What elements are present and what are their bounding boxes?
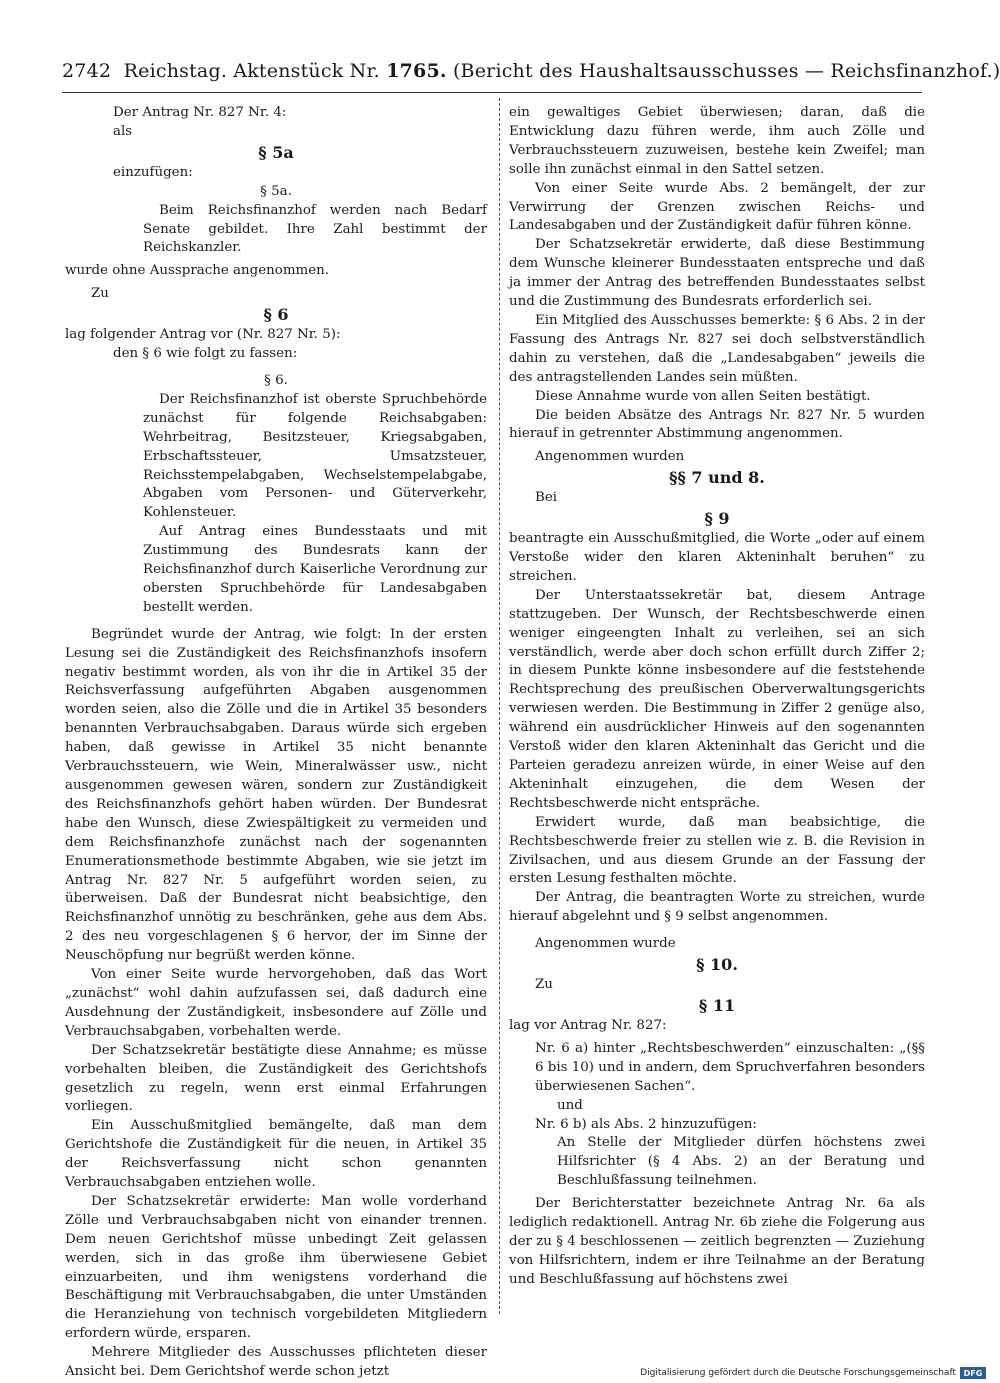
paragraph: Ein Mitglied des Ausschusses bemerkte: § 6 Abs. 2 in der Fassung des Antrags Nr. 827 sei doch selbstverständlich dahin zu verstehen, daß die „Landesabgaben“ jeweils die des antragstellenden Landes sein müßten. xyxy=(509,312,925,385)
paragraph: Zu xyxy=(91,286,109,302)
section-heading: § 5a xyxy=(258,142,294,162)
paragraph: Der Schatzsekretär erwiderte, daß diese Bestimmung dem Wunsche kleinerer Bundesstaaten entspreche und daß ja immer der Antrag des betreffenden Bundesstaates selbst und die Zustimmung des Bundesrats erforderlich sei. xyxy=(509,237,925,310)
page-number: 2742 xyxy=(62,60,112,82)
paragraph: den § 6 wie folgt zu fassen: xyxy=(113,346,298,362)
section-heading: § 9 xyxy=(704,509,730,529)
paragraph: Der Antrag, die beantragten Worte zu streichen, wurde hierauf abgelehnt und § 9 selbst angenommen. xyxy=(509,890,925,925)
section-heading: § 10. xyxy=(696,955,738,975)
paragraph: als xyxy=(113,123,133,139)
digitization-footer xyxy=(640,1366,986,1380)
paragraph: Der Antrag Nr. 827 Nr. 4: xyxy=(113,105,287,120)
paragraph: Der Schatzsekretär bestätigte diese Annahme; es müsse vorbehalten bleiben, die Zuständigkeit des Gerichtshofs gesetzlich zu regeln, wenn erst einmal Erfahrungen vorliegen. xyxy=(65,1042,487,1115)
section-label: § 5a. xyxy=(260,183,292,199)
paragraph: Zu xyxy=(535,977,553,993)
paragraph: Ein Ausschußmitglied bemängelte, daß man dem Gerichtshofe die Zuständigkeit für die neuen, in Artikel 35 der Reichsverfassung nicht schon genannten Verbrauchsabgaben entziehen wolle. xyxy=(65,1118,487,1191)
section-heading: § 11 xyxy=(698,995,736,1015)
section-label: § 6. xyxy=(264,372,288,388)
paragraph: Die beiden Absätze des Antrags Nr. 827 Nr. 5 wurden hierauf in getrennter Abstimmung angenommen. xyxy=(509,407,925,442)
paragraph: Bei xyxy=(535,490,558,506)
header-title: Reichstag. Aktenstück Nr. xyxy=(123,60,380,82)
paragraph: lag vor Antrag Nr. 827: xyxy=(509,1017,667,1033)
left-column xyxy=(65,104,487,1382)
paragraph: Beim Reichsfinanzhof werden nach Bedarf Senate gebildet. Ihre Zahl bestimmt der Reichskanzler. xyxy=(143,202,487,256)
column-divider xyxy=(499,98,501,1314)
quoted-text xyxy=(65,202,487,259)
paragraph: Von einer Seite wurde hervorgehoben, daß das Wort „zunächst“ wohl dahin aufzufassen sei, daß dadurch eine Ausdehnung der Zuständigkeit, insbesondere auf Zölle und Verbrauchsabgaben, vorbehalten werde. xyxy=(65,967,487,1039)
paragraph: lag folgender Antrag vor (Nr. 827 Nr. 5): xyxy=(65,327,341,343)
paragraph: Diese Annahme wurde von allen Seiten bestätigt. xyxy=(535,388,871,404)
paragraph: wurde ohne Aussprache angenommen. xyxy=(65,263,330,279)
paragraph: Der Unterstaatssekretär bat, diesem Antrage stattzugeben. Der Wunsch, der Rechtsbeschwerde einen weniger eingeengten Inhalt zu verleihen, sei an sich verständlich, werde aber doch schon erfüllt durch Ziffer 2; in diesem Punkte könne insbesondere auf die feststehende Rechtsprechung des preußischen Oberverwaltungsgerichts verwiesen werden. Die Bestimmung in Ziffer 2 genüge also, während ein ausdrücklicher Hinweis auf den sogenannten Verstoß wider den klaren Akteninhalt das Gericht und die Parteien geradezu anreizen würde, in einer Weise auf den Akteninhalt einzugehen, die dem Wesen der Rechtsbeschwerde nicht entspräche. xyxy=(509,587,925,811)
paragraph: Erwidert wurde, daß man beabsichtige, die Rechtsbeschwerde freier zu stellen wie z. B. die Revision in Zivilsachen, und aus diesem Grunde an der Fassung der ersten Lesung festhalten möchte. xyxy=(509,814,925,887)
right-column xyxy=(509,104,925,1290)
paragraph: Nr. 6 a) hinter „Rechtsbeschwerden“ einzuschalten: „(§§ 6 bis 10) und in andern, dem Spruchverfahren besonders überwiesenen Sachen“. xyxy=(535,1040,925,1094)
paragraph: beantragte ein Ausschußmitglied, die Worte „oder auf einem Verstoße wider den klaren Akteninhalt beruhen“ zu streichen. xyxy=(509,531,925,584)
section-heading: § 6 xyxy=(263,305,289,325)
paragraph: Von einer Seite wurde Abs. 2 bemängelt, der zur Verwirrung der Grenzen zwischen Reichs- und Landesabgaben und der Zuständigkeit dafür führen könne. xyxy=(509,180,925,234)
section-heading: §§ 7 und 8. xyxy=(669,468,765,488)
paragraph: Mehrere Mitglieder des Ausschusses pflichteten dieser Ansicht bei. Dem Gerichtshof werde schon jetzt xyxy=(65,1345,487,1380)
aktenstueck-number: 1765. xyxy=(386,60,447,82)
header-rule xyxy=(62,92,922,93)
paragraph: Nr. 6 b) als Abs. 2 hinzuzufügen: xyxy=(535,1116,757,1132)
dfg-logo: DFG xyxy=(960,1367,986,1379)
paragraph: und xyxy=(557,1097,583,1113)
paragraph: einzufügen: xyxy=(113,164,193,180)
paragraph: Der Schatzsekretär erwiderte: Man wolle vorderhand Zölle und Verbrauchsabgaben nicht von einander trennen. Dem neuen Gerichtshof müsse unbedingt Zeit gelassen werden, sich in das große ihm überwiesene Gebiet einzuarbeiten, und ihm wenigstens vorderhand die Beschäftigung mit Verbrauchsabgaben, die unter Umständen die Heranziehung von technisch vorgebildeten Mitgliedern erfordern würde, ersparen. xyxy=(65,1193,487,1342)
paragraph: Der Berichterstatter bezeichnete Antrag Nr. 6a als lediglich redaktionell. Antrag Nr. 6b ziehe die Folgerung aus der zu § 4 beschlossenen — zeitlich begrenzten — Zuziehung von Hilfsrichtern, indem er ihre Teilnahme an der Beratung und Beschlußfassung auf höchstens zwei xyxy=(509,1196,925,1287)
paragraph: Angenommen wurde xyxy=(535,936,676,952)
paragraph: An Stelle der Mitglieder dürfen höchstens zwei Hilfsrichter (§ 4 Abs. 2) an der Beratung und Beschlußfassung teilnehmen. xyxy=(557,1135,925,1189)
header-subtitle: (Bericht des Haushaltsausschusses — Reichsfinanzhof.) xyxy=(452,60,1000,82)
quoted-text xyxy=(65,391,487,618)
paragraph: Angenommen wurden xyxy=(535,449,685,465)
paragraph: Auf Antrag eines Bundesstaats und mit Zustimmung des Bundesrats kann der Reichsfinanzhof durch Kaiserliche Verordnung zur obersten Spruchbehörde für Landesabgaben bestellt werden. xyxy=(143,524,487,615)
footer-credit: Digitalisierung gefördert durch die Deutsche Forschungsgemeinschaft xyxy=(640,1368,956,1378)
page-header xyxy=(62,60,1000,88)
paragraph: Begründet wurde der Antrag, wie folgt: In der ersten Lesung sei die Zuständigkeit des Reichsfinanzhofs insofern negativ bestimmt worden, als von ihr die in Artikel 35 der Reichsverfassung aufgeführten Abgaben ausgenommen worden seien, also die Zölle und die in Artikel 35 besonders benannten Verbrauchsabgaben. Daraus würde sich ergeben haben, daß gewisse in Artikel 35 nicht benannte Verbrauchssteuern, wie Wein, Mineralwässer usw., nicht ausgenommen gewesen wären, sondern zur Zuständigkeit des Reichsfinanzhofs gehört haben würden. Der Bundesrat habe den Wunsch, diese Zwiespältigkeit zu vermeiden und dem Reichsfinanzhofe zunächst nach der sogenannten Enumerationsmethode bestimmte Abgaben, wie sie jetzt im Antrag Nr. 827 Nr. 5 aufgeführt worden seien, zu überweisen. Daß der Bundesrat nicht beabsichtige, den Reichsfinanzhof unnötig zu beschränken, gehe aus dem Abs. 2 des neu vorgeschlagenen § 6 hervor, der im Sinne der Neuschöpfung nur begrüßt werden könne. xyxy=(65,626,487,964)
paragraph: Der Reichsfinanzhof ist oberste Spruchbehörde zunächst für folgende Reichsabgaben: Wehrbeitrag, Besitzsteuer, Kriegsabgaben, Erbschaftssteuer, Umsatzsteuer, Reichsstempelabgaben, Wechselstempelabgabe, Abgaben vom Personen- und Güterverkehr, Kohlensteuer. xyxy=(143,391,487,521)
paragraph: ein gewaltiges Gebiet überwiesen; daran, daß die Entwicklung dazu führen werde, ihm auch Zölle und Verbrauchssteuern zuzuweisen, bestehe kein Zweifel; man solle ihn zunächst einmal in den Sattel setzen. xyxy=(509,105,925,177)
